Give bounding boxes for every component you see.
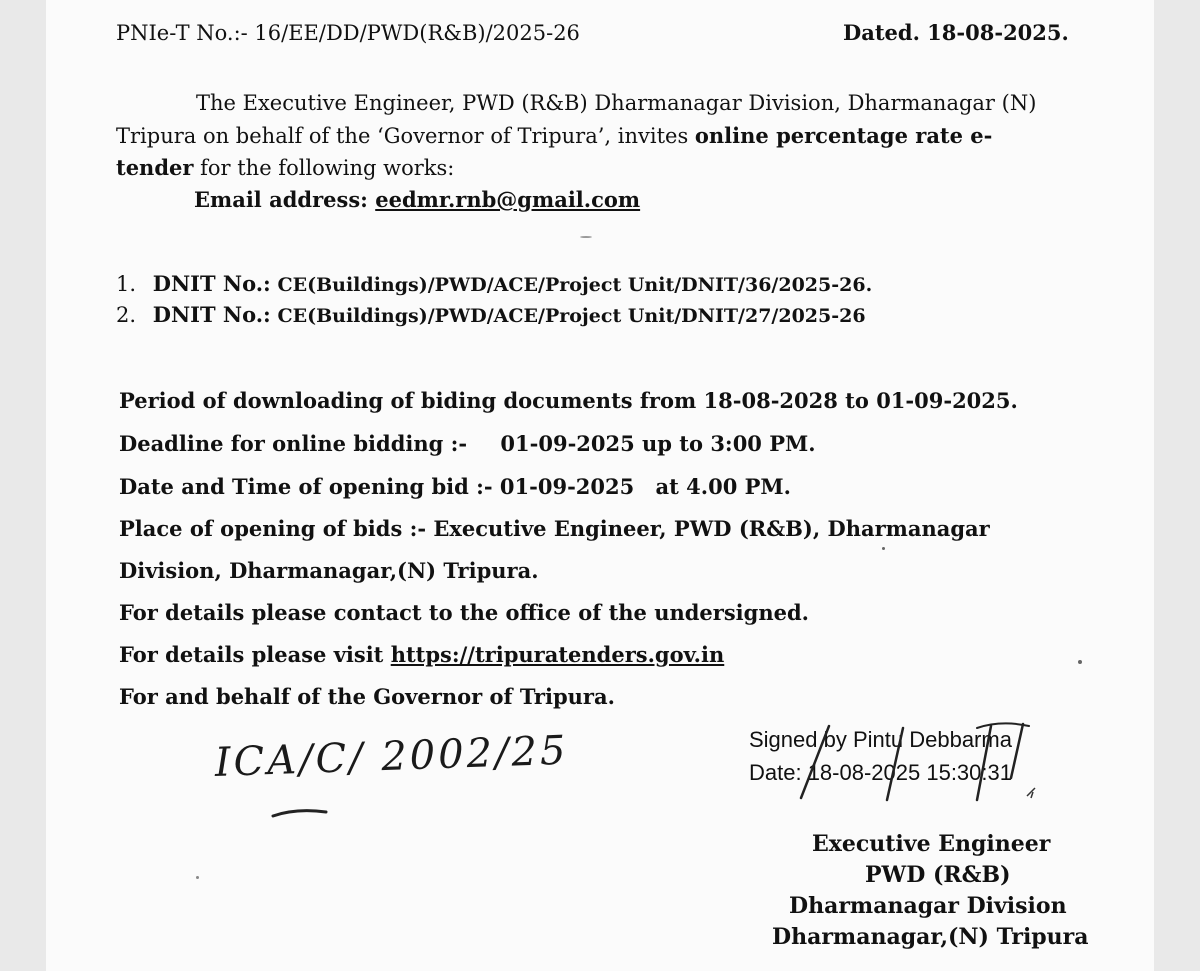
intro-line-3-text: for the following works: — [193, 156, 455, 180]
email-link[interactable]: eedmr.rnb@gmail.com — [375, 187, 641, 212]
intro-line-2-bold: online percentage rate e- — [694, 123, 993, 148]
tender-notice-page — [46, 0, 1154, 971]
dnit-label: DNIT No.: — [152, 302, 271, 327]
place-line-1: Place of opening of bids :- Executive Engineer, PWD (R&B), Dharmanagar — [119, 516, 990, 541]
opening-label: Date and Time of opening bid :- 01-09-2025 — [119, 474, 635, 499]
scan-speck — [196, 876, 199, 879]
signatory-title: Executive Engineer — [812, 831, 1051, 857]
scan-speck — [580, 236, 592, 238]
signatory-location: Dharmanagar,(N) Tripura — [772, 924, 1089, 950]
intro-line-2 — [116, 123, 992, 149]
dnit-number: 2. — [116, 303, 137, 327]
download-period: Period of downloading of biding documents from 18-08-2028 to 01-09-2025. — [119, 388, 1018, 413]
reference-number: PNIe-T No.:- 16/EE/DD/PWD(R&B)/2025-26 — [116, 21, 580, 45]
visit-line — [119, 642, 724, 668]
dnit-label: DNIT No.: — [152, 271, 271, 296]
opening-line — [119, 474, 791, 500]
intro-line-2-text: Tripura on behalf of the ‘Governor of Tripura’, invites — [116, 124, 695, 148]
intro-line-3-bold: tender — [116, 155, 194, 180]
scan-speck — [1078, 660, 1082, 664]
opening-time: at 4.00 PM. — [655, 474, 791, 499]
signatory-department: PWD (R&B) — [865, 862, 1011, 888]
dnit-number: 1. — [116, 272, 137, 296]
place-line-2: Division, Dharmanagar,(N) Tripura. — [119, 558, 539, 583]
handwritten-dash — [271, 806, 331, 820]
deadline-label: Deadline for online bidding :- — [119, 431, 468, 456]
tender-portal-link[interactable]: https://tripuratenders.gov.in — [390, 642, 725, 667]
digital-signature-signed-by: Signed by Pintu Debbarma — [749, 727, 1012, 752]
dnit-item — [116, 302, 866, 329]
email-label: Email address: — [194, 187, 376, 212]
handwritten-reference: ICA/C/ 2002/25 — [214, 727, 570, 786]
behalf-line: For and behalf of the Governor of Tripura. — [119, 684, 615, 709]
scan-speck — [882, 547, 885, 550]
intro-line-1: The Executive Engineer, PWD (R&B) Dharmanagar Division, Dharmanagar (N) — [196, 91, 1037, 115]
dnit-item — [116, 271, 872, 298]
digital-signature-date: Date: 18-08-2025 15:30:31 — [749, 760, 1012, 785]
deadline-value: 01-09-2025 up to 3:00 PM. — [500, 431, 816, 456]
notice-date: Dated. 18-08-2025. — [843, 20, 1069, 45]
intro-line-3 — [116, 155, 454, 181]
deadline-line — [119, 431, 816, 457]
signature-strokes — [791, 718, 1051, 808]
dnit-value: CE(Buildings)/PWD/ACE/Project Unit/DNIT/27/2025-26 — [277, 305, 866, 327]
signatory-division: Dharmanagar Division — [789, 893, 1067, 919]
contact-line: For details please contact to the office of the undersigned. — [119, 600, 809, 625]
email-line — [194, 187, 640, 213]
dnit-value: CE(Buildings)/PWD/ACE/Project Unit/DNIT/36/2025-26. — [277, 274, 873, 296]
visit-label: For details please visit — [119, 642, 391, 667]
